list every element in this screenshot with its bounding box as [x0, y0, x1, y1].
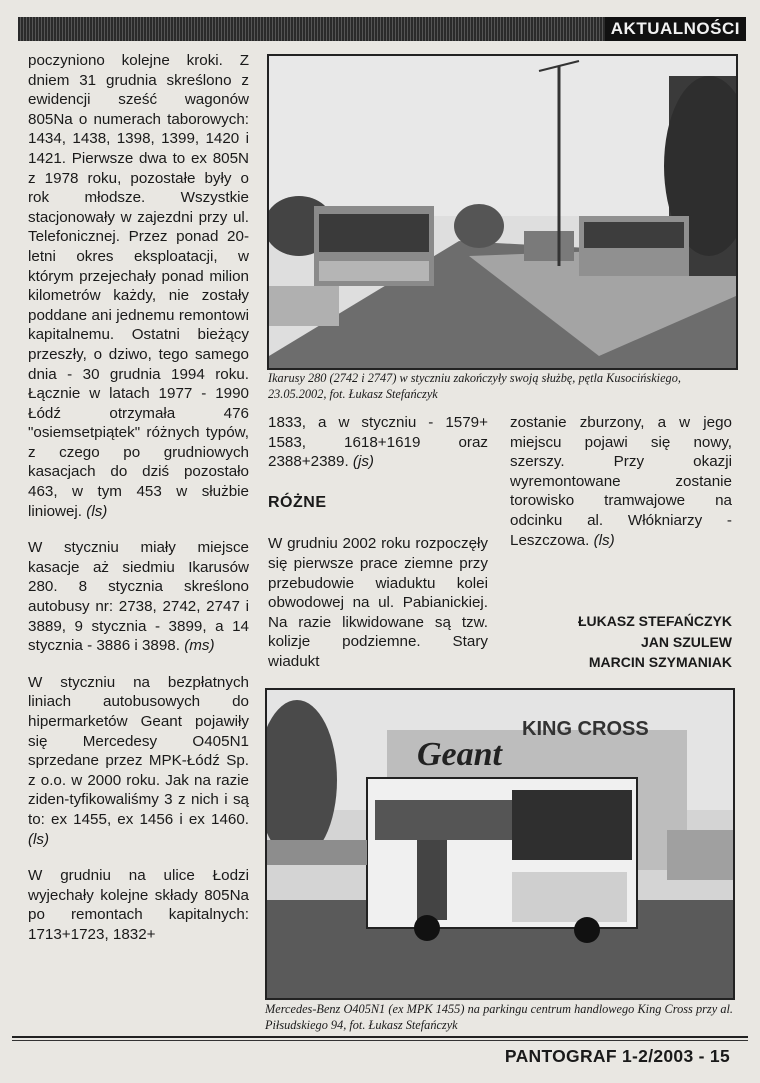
- paragraph: 1833, a w styczniu - 1579+ 1583, 1618+1619 oraz 2388+2389. (js): [268, 414, 488, 471]
- author-tag: (ls): [86, 502, 108, 520]
- store-sign: Geant: [417, 736, 502, 773]
- text-column-3: [510, 413, 732, 550]
- paragraph: W grudniu 2002 roku rozpoczęły się pierwsze prace ziemne przy przebudowie wiaduktu kolei obwodowej na ul. Pabianickiej. Na razie likwidowane są tzw. kolizje podziemne. Stary wiadukt: [268, 535, 488, 670]
- photo-mercedes-bus: [265, 688, 735, 1000]
- author-tag: (js): [352, 453, 374, 471]
- paragraph: W grudniu na ulice Łodzi wyjechały kolejne składy 805Na po remontach kapitalnych: 1713+1723, 1832+: [28, 867, 249, 943]
- paragraph: poczyniono kolejne kroki. Z dniem 31 grudnia skreślono z ewidencji sześć wagonów 805Na o numerach taborowych: 1434, 1438, 1398, 1399, 1420 i 1421. Pierwsze dwa to ex 805N z 1978 roku, pozostałe były o rok młodsze. Wszystkie stacjonowały w zajezdni przy ul. Telefonicznej. Przez ponad 20-letni okres eksploatacji, w którym przejechały ponad milion kilometrów każdy, nie zostały poddane ani jednemu remontowi kapitalnemu. Ostatni bieżący przeszły, o dziwo, tego samego dnia - 30 grudnia 1994 roku. Łącznie w latach 1977 - 1990 Łódź otrzymała 476 "osiemsetpiątek" różnych typów, z czego po grudniowych kasacjach do dziś pozostało 463, w tym 453 w służbie liniowej. (ls): [28, 52, 249, 520]
- parking-lot-photo-icon: [267, 690, 733, 998]
- author-tag: (ms): [184, 637, 215, 655]
- author-name: ŁUKASZ STEFAŃCZYK: [578, 613, 732, 629]
- author-tag: (ls): [28, 830, 50, 848]
- author-name: JAN SZULEW: [641, 633, 732, 650]
- bus-loop-photo-icon: [269, 56, 736, 368]
- page-footer: PANTOGRAF 1-2/2003 - 15: [504, 1046, 730, 1066]
- photo-caption-2: Mercedes-Benz O405N1 (ex MPK 1455) na parkingu centrum handlowego King Cross przy al. Piłsudskiego 94, fot. Łukasz Stefańczyk: [265, 1002, 733, 1032]
- author-list: [578, 611, 732, 673]
- paragraph: zostanie zburzony, a w jego miejscu pojawi się nowy, szerszy. Przy okazji wyremontowane zostanie torowisko tramwajowe na odcinku al. Włókniarzy - Leszczowa. (ls): [510, 414, 732, 549]
- section-heading: RÓŻNE: [268, 493, 327, 511]
- text-column-1: [28, 51, 249, 945]
- footer-divider: [12, 1036, 748, 1038]
- photo-ikarus-buses: [267, 54, 738, 370]
- paragraph: W styczniu miały miejsce kasacje aż siedmiu Ikarusów 280. 8 stycznia skreślono autobusy nr: 2738, 2742, 2747 i 3889, 9 stycznia - 3899, a 14 stycznia - 3886 i 3898. (ms): [28, 539, 249, 655]
- store-sign-2: KING CROSS: [522, 718, 649, 740]
- footer-divider: [12, 1040, 748, 1041]
- section-header-bar: [18, 17, 746, 41]
- paragraph: W styczniu na bezpłatnych liniach autobusowych do hipermarketów Geant pojawiły się Mercedesy O405N1 sprzedane przez MPK-Łódź Sp. z o.o. w 2000 roku. Jak na razie ziden-tyfikowaliśmy 3 z nich i są to: ex 1455, ex 1456 i ex 1460. (ls): [28, 673, 249, 848]
- author-tag: (ls): [593, 531, 615, 549]
- author-name: MARCIN SZYMANIAK: [588, 654, 732, 670]
- text-column-2: [268, 413, 488, 672]
- section-title: AKTUALNOŚCI: [605, 17, 746, 41]
- photo-caption-1: Ikarusy 280 (2742 i 2747) w styczniu zakończyły swoją służbę, pętla Kusocińskiego, 23.05.2002, fot. Łukasz Stefańczyk: [268, 371, 681, 401]
